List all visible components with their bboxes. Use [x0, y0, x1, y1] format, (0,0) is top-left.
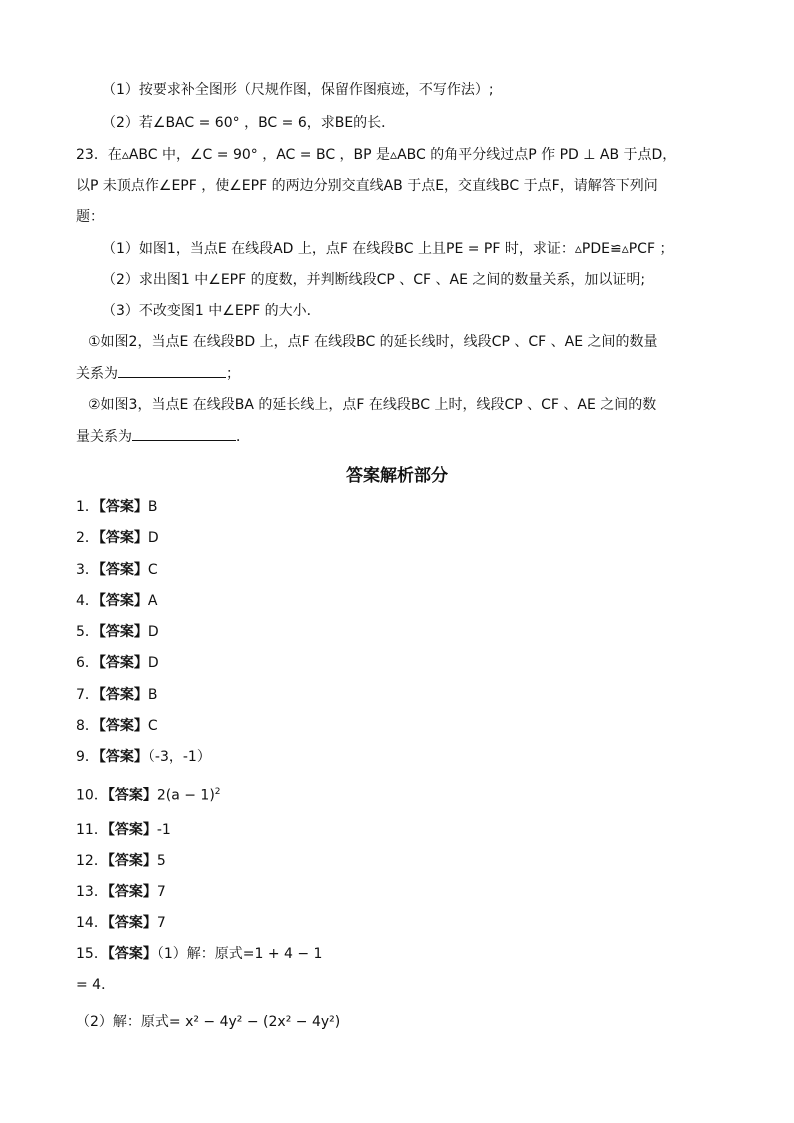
answer-tag: 【答案】 [98, 655, 148, 671]
answer-value: 7 [156, 884, 166, 900]
answer-value: B [147, 499, 158, 515]
q22-part1: （1）按要求补全图形（尺规作图，保留作图痕迹，不写作法）; [102, 82, 494, 98]
answer-number: 9． [76, 749, 99, 765]
answer-row [76, 591, 158, 611]
answer-row [76, 560, 158, 580]
answer-value: 2(a − 1) [156, 787, 215, 804]
q23-sub2: （2）求出图1 中∠EPF 的度数，并判断线段CP 、CF 、AE 之间的数量关系，加以证明; [102, 272, 646, 288]
answer-number: 10． [76, 787, 108, 804]
answer-value: A [147, 593, 158, 609]
answer-exponent: 2 [214, 787, 221, 797]
answer-number: 8． [76, 718, 99, 734]
answer-tag: 【答案】 [107, 787, 157, 804]
answer-value: -1 [156, 822, 171, 838]
answer-number: 13． [76, 884, 108, 900]
answers-section-title: 答案解析部分 [346, 466, 448, 486]
q23-case2-line1: ②如图3，当点E 在线段BA 的延长线上，点F 在线段BC 上时，线段CP 、CF 、AE 之间的数 [88, 397, 657, 413]
q23-case1-suffix: ； [226, 366, 240, 382]
answer-number: 6． [76, 655, 99, 671]
answer-row [76, 497, 158, 517]
answer-number: 12． [76, 853, 108, 869]
answer-tag: 【答案】 [98, 530, 148, 546]
q23-case1-line2 [76, 363, 240, 384]
q23-case2-prefix: 量关系为 [76, 429, 132, 445]
answer-row [76, 820, 171, 840]
answer-tag: 【答案】 [107, 884, 157, 900]
answer-15-continuation: = 4． [76, 977, 116, 993]
answer-value: D [147, 655, 159, 671]
answer-row [76, 913, 166, 933]
answer-number: 3． [76, 562, 99, 578]
answer-row [76, 851, 166, 871]
q23-stem-line1: 23．在▵ABC 中，∠C = 90° ，AC = BC ，BP 是▵ABC 的角平分线过点P 作 PD ⊥ AB 于点D， [76, 147, 677, 163]
answer-tag: 【答案】 [98, 749, 148, 765]
answer-tag: 【答案】 [107, 915, 157, 931]
answer-row [76, 653, 159, 673]
answer-tag: 【答案】 [107, 853, 157, 869]
q23-case2-line2 [76, 426, 250, 447]
answer-number: 4． [76, 593, 99, 609]
answer-value: 5 [156, 853, 166, 869]
answer-tag: 【答案】 [98, 499, 148, 515]
answer-value: 7 [156, 915, 166, 931]
answer-value: C [147, 562, 158, 578]
answer-row [76, 782, 221, 806]
answer-tag: 【答案】 [98, 624, 148, 640]
answer-value: C [147, 718, 158, 734]
answer-row [76, 882, 166, 902]
answer-value: D [147, 624, 159, 640]
q23-sub3: （3）不改变图1 中∠EPF 的大小． [102, 303, 321, 319]
q23-sub1: （1）如图1，当点E 在线段AD 上，点F 在线段BC 上且PE = PF 时，求证：▵PDE≌▵PCF ； [102, 241, 674, 257]
answer-tag: 【答案】 [98, 718, 148, 734]
answer-row [76, 716, 158, 736]
q23-case1-prefix: 关系为 [76, 366, 118, 382]
answer-row [76, 685, 158, 705]
answer-number: 7． [76, 687, 99, 703]
q23-case2-suffix: ． [236, 429, 250, 445]
answer-value: （1）解：原式=1 + 4 − 1 [156, 946, 323, 962]
answer-row [76, 528, 159, 548]
answer-tag: 【答案】 [107, 822, 157, 838]
answer-tag: 【答案】 [107, 946, 157, 962]
answer-tag: 【答案】 [98, 562, 148, 578]
answer-number: 15． [76, 946, 108, 962]
q23-stem-line2: 以P 未顶点作∠EPF ，使∠EPF 的两边分别交直线AB 于点E，交直线BC 于点F，请解答下列问 [76, 178, 658, 194]
answer-value: （-3，-1） [147, 749, 211, 765]
answer-value: D [147, 530, 159, 546]
answer-tag: 【答案】 [98, 687, 148, 703]
q23-case1-line1: ①如图2，当点E 在线段BD 上，点F 在线段BC 的延长线时，线段CP 、CF 、AE 之间的数量 [88, 334, 658, 350]
answer-tag: 【答案】 [98, 593, 148, 609]
answer-blank-2[interactable] [132, 426, 236, 441]
answer-blank-1[interactable] [118, 363, 226, 378]
q23-stem-line3: 题： [76, 209, 104, 225]
answer-number: 5． [76, 624, 99, 640]
q22-part2: （2）若∠BAC = 60° ，BC = 6，求BE的长． [102, 115, 396, 131]
answer-row [76, 944, 322, 964]
answer-row [76, 747, 211, 767]
answer-number: 14． [76, 915, 108, 931]
answer-number: 11． [76, 822, 108, 838]
answer-number: 1． [76, 499, 99, 515]
answer-value: B [147, 687, 158, 703]
answer-row [76, 622, 159, 642]
answer-15-part2: （2）解：原式= x² − 4y² − (2x² − 4y²) [76, 1014, 341, 1030]
answer-number: 2． [76, 530, 99, 546]
